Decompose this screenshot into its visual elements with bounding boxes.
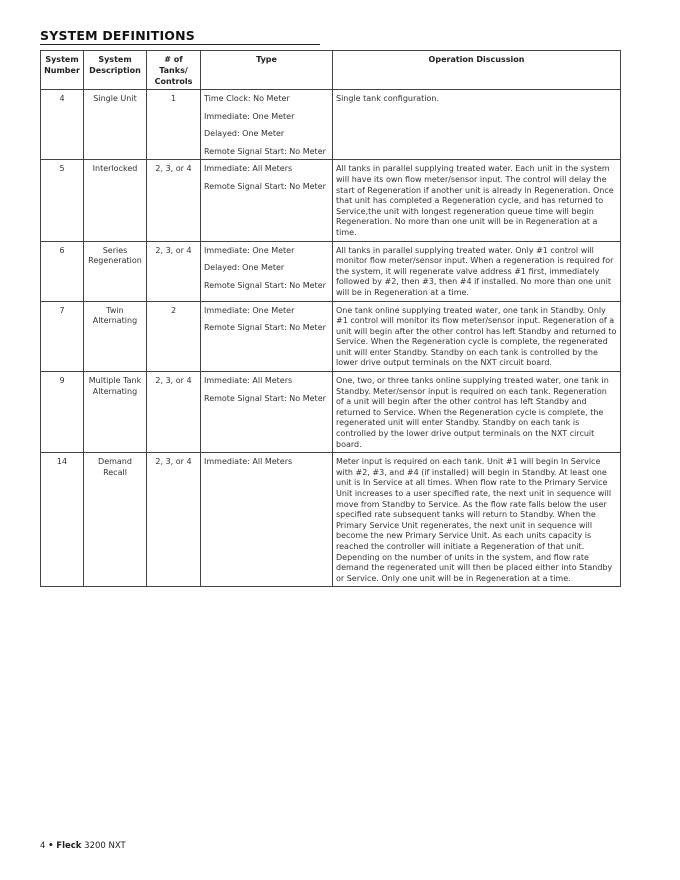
type-cell <box>201 241 333 301</box>
type-entry: Immediate: All Meters <box>204 376 293 386</box>
page-title: SYSTEM DEFINITIONS <box>40 28 320 45</box>
table-row <box>41 453 621 587</box>
type-cell <box>201 90 333 160</box>
tanks-cell: 2, 3, or 4 <box>147 372 201 453</box>
system-number-cell: 6 <box>41 241 84 301</box>
page-number: 4 <box>40 841 46 851</box>
system-definitions-table <box>40 50 621 587</box>
tanks-cell: 2, 3, or 4 <box>147 453 201 587</box>
system-description-cell: Series Regeneration <box>84 241 147 301</box>
type-entry: Remote Signal Start: No Meter <box>204 323 326 333</box>
type-cell <box>201 160 333 241</box>
system-description-cell: Twin Alternating <box>84 301 147 372</box>
header-operation-discussion: Operation Discussion <box>333 51 621 90</box>
table-row <box>41 372 621 453</box>
tanks-cell: 2, 3, or 4 <box>147 241 201 301</box>
header-system-number: System Number <box>41 51 84 90</box>
system-number-cell: 4 <box>41 90 84 160</box>
type-entry: Immediate: All Meters <box>204 164 293 174</box>
operation-cell: One, two, or three tanks online supplying treated water, one tank in Standby. Meter/sensor input is required on each tank. Regeneration of a unit will begin after the other control has left Standby and returned to Service. When the Regeneration cycle is complete, the regenerated unit will enter Standby. Standby on each tank is controlled by the lower drive output terminals on the NXT circuit board. <box>333 372 621 453</box>
header-tanks-controls: # of Tanks/ Controls <box>147 51 201 90</box>
system-description-cell: Single Unit <box>84 90 147 160</box>
header-system-description: System Description <box>84 51 147 90</box>
system-description-cell: Demand Recall <box>84 453 147 587</box>
type-entry: Remote Signal Start: No Meter <box>204 393 326 403</box>
system-number-cell: 5 <box>41 160 84 241</box>
tanks-cell: 2, 3, or 4 <box>147 160 201 241</box>
footer-bullet: • <box>48 841 54 851</box>
type-cell <box>201 453 333 587</box>
footer-model: 3200 NXT <box>84 841 126 851</box>
type-entry: Immediate: All Meters <box>204 457 293 467</box>
operation-cell: Single tank configuration. <box>333 90 621 160</box>
operation-cell: All tanks in parallel supplying treated water. Each unit in the system will have its own flow meter/sensor input. The control will delay the start of Regeneration if another unit is already in Regeneration. Once that unit has completed a Regeneration cycle, and has returned to Service,the unit with longest regeneration queue time will begin Regeneration. No more than one unit will be in Regeneration at a time. <box>333 160 621 241</box>
system-description-cell: Interlocked <box>84 160 147 241</box>
table-row <box>41 241 621 301</box>
operation-cell: One tank online supplying treated water, one tank in Standby. Only #1 control will monitor its flow meter/sensor input. Regeneration of a unit will begin after the other control has left Standby and returned to Service. When the Regeneration cycle is complete, the regenerated unit will enter Standby. Standby on each tank is controlled by the lower drive output terminals on the NXT circuit board. <box>333 301 621 372</box>
type-cell <box>201 372 333 453</box>
table-header-row <box>41 51 621 90</box>
type-entry: Delayed: One Meter <box>204 129 285 139</box>
type-entry: Remote Signal Start: No Meter <box>204 280 326 290</box>
header-type: Type <box>201 51 333 90</box>
type-entry: Immediate: One Meter <box>204 111 295 121</box>
table-row <box>41 301 621 372</box>
tanks-cell: 2 <box>147 301 201 372</box>
table-row <box>41 160 621 241</box>
system-description-cell: Multiple Tank Alternating <box>84 372 147 453</box>
system-number-cell: 7 <box>41 301 84 372</box>
type-cell <box>201 301 333 372</box>
tanks-cell: 1 <box>147 90 201 160</box>
footer-brand: Fleck <box>56 841 82 851</box>
type-entry: Remote Signal Start: No Meter <box>204 181 326 191</box>
type-entry: Immediate: One Meter <box>204 305 295 315</box>
type-entry: Immediate: One Meter <box>204 245 295 255</box>
system-number-cell: 9 <box>41 372 84 453</box>
system-number-cell: 14 <box>41 453 84 587</box>
type-entry: Time Clock: No Meter <box>204 94 290 103</box>
type-entry: Delayed: One Meter <box>204 263 285 273</box>
page-footer <box>40 841 126 851</box>
table-row <box>41 90 621 160</box>
type-entry: Remote Signal Start: No Meter <box>204 146 326 156</box>
operation-cell: Meter input is required on each tank. Unit #1 will begin In Service with #2, #3, and #4 (if installed) will begin in Standby. At least one unit is In Service at all times. When flow rate to the Primary Service Unit increases to a user specified rate, the next unit in sequence will move from Standby to Service. As the flow rate falls below the user specified rate subsequent tanks will return to Standby. When the Primary Service Unit regenerates, the next unit in sequence will become the new Primary Service Unit. As each units capacity is reached the controller will initiate a Regeneration of that unit. Depending on the number of units in the system, and flow rate demand the regenerated unit will then be placed either into Standby or Service. Only one unit will be in Regeneration at a time. <box>333 453 621 587</box>
operation-cell: All tanks in parallel supplying treated water. Only #1 control will monitor flow meter/sensor input. When a regeneration is required for the system, it will regenerate valve address #1 first, immediately followed by #2, then #3, then #4 if installed. No more than one unit will be in Regeneration at a time. <box>333 241 621 301</box>
